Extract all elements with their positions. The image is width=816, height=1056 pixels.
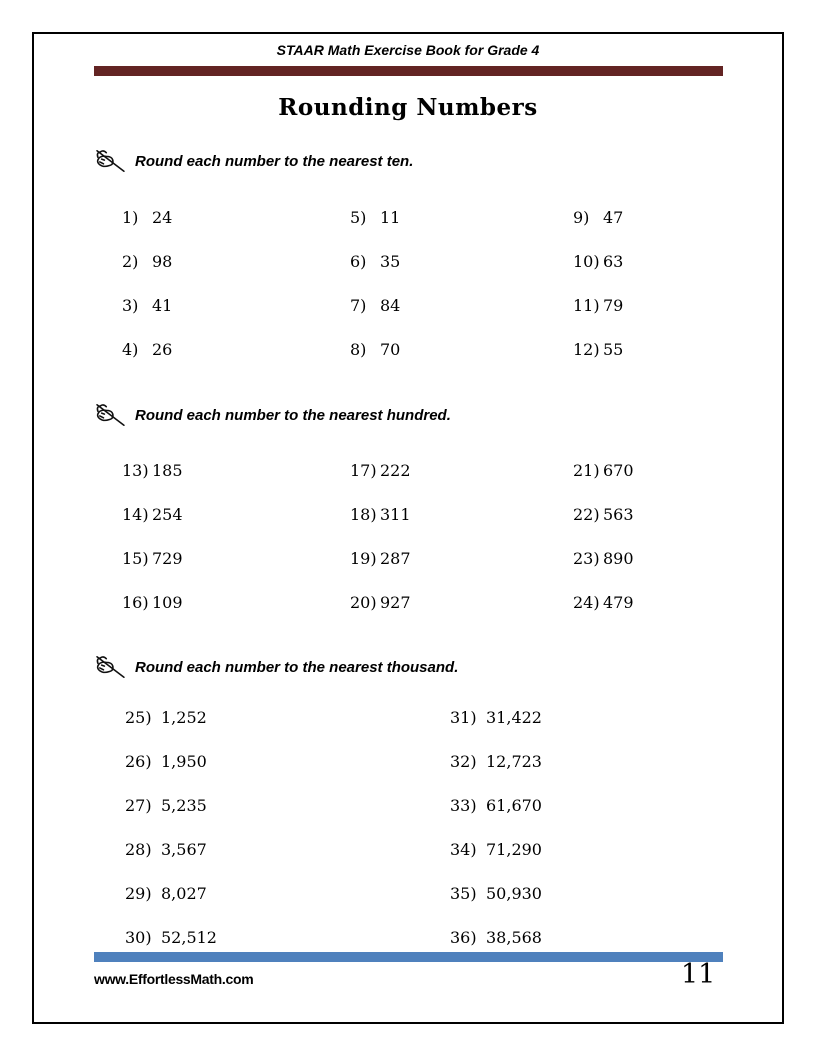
problem-item [125,739,450,783]
problem-item [573,448,816,492]
problem-number: 19) [350,548,377,568]
section-instruction: Round each number to the nearest hundred. [135,406,451,424]
problem-value: 47 [603,207,624,227]
problem-number: 33) [450,795,477,815]
instruction-row [94,147,816,175]
footer-website: www.EffortlessMath.com [94,971,254,987]
problem-item [573,492,816,536]
problem-number: 30) [125,927,152,947]
problem-value: 1,950 [161,751,207,771]
problem-item [350,536,573,580]
problem-item [122,536,350,580]
problem-number: 13) [122,460,149,480]
problem-item [350,195,573,239]
running-head: STAAR Math Exercise Book for Grade 4 [276,42,540,58]
problem-value: 98 [152,251,173,271]
problem-value: 63 [603,251,624,271]
problem-value: 38,568 [486,927,542,947]
writing-hand-icon [94,148,126,174]
problem-item [573,283,816,327]
problem-item [122,448,350,492]
problem-number: 17) [350,460,377,480]
problem-value: 8,027 [161,883,207,903]
problem-value: 31,422 [486,707,542,727]
problem-value: 24 [152,207,173,227]
problem-value: 670 [603,460,634,480]
problem-number: 27) [125,795,152,815]
problems-grid [122,448,816,624]
problem-number: 18) [350,504,377,524]
problem-number: 11) [573,295,600,315]
instruction-row [94,653,816,681]
problem-value: 222 [380,460,411,480]
problem-value: 61,670 [486,795,542,815]
writing-hand-icon [94,402,126,428]
problem-value: 70 [380,339,401,359]
problem-value: 563 [603,504,634,524]
problem-value: 927 [380,592,411,612]
problem-value: 50,930 [486,883,542,903]
problem-number: 8) [350,339,367,359]
problem-item [122,195,350,239]
problem-number: 24) [573,592,600,612]
problem-number: 2) [122,251,139,271]
page-number: 11 [681,959,716,990]
writing-hand-icon [94,654,126,680]
problem-item [122,327,350,371]
footer-rule [94,952,723,962]
problem-number: 26) [125,751,152,771]
section-nearest-ten [0,147,816,371]
problem-item [573,536,816,580]
problem-value: 185 [152,460,183,480]
problem-item [350,448,573,492]
problem-value: 311 [380,504,411,524]
problem-item [350,580,573,624]
problem-number: 10) [573,251,600,271]
problem-value: 35 [380,251,401,271]
problem-number: 28) [125,839,152,859]
problem-item [573,195,816,239]
header-rule [94,66,723,76]
problem-number: 5) [350,207,367,227]
problem-item [125,827,450,871]
problem-value: 12,723 [486,751,542,771]
section-nearest-hundred [0,401,816,624]
problem-value: 41 [152,295,173,315]
problem-value: 3,567 [161,839,207,859]
problem-value: 890 [603,548,634,568]
problem-item [125,783,450,827]
problem-number: 1) [122,207,139,227]
problem-number: 15) [122,548,149,568]
problem-number: 32) [450,751,477,771]
problem-value: 26 [152,339,173,359]
problem-number: 6) [350,251,367,271]
problem-value: 254 [152,504,183,524]
problem-value: 109 [152,592,183,612]
instruction-row [94,401,816,429]
problem-value: 11 [380,207,401,227]
problem-value: 729 [152,548,183,568]
section-instruction: Round each number to the nearest ten. [135,152,414,170]
problem-number: 31) [450,707,477,727]
problem-number: 34) [450,839,477,859]
problem-item [450,871,816,915]
problem-value: 287 [380,548,411,568]
problem-item [573,239,816,283]
problem-value: 84 [380,295,401,315]
problem-item [350,327,573,371]
problem-number: 4) [122,339,139,359]
problem-number: 25) [125,707,152,727]
problem-value: 479 [603,592,634,612]
problem-number: 29) [125,883,152,903]
problem-value: 5,235 [161,795,207,815]
section-nearest-thousand [0,653,816,959]
problem-item [573,580,816,624]
problem-value: 79 [603,295,624,315]
problem-item [350,283,573,327]
problems-grid [125,695,816,959]
problem-number: 36) [450,927,477,947]
problem-item [122,492,350,536]
problem-item [350,492,573,536]
problem-item [122,283,350,327]
problem-value: 55 [603,339,624,359]
problem-value: 71,290 [486,839,542,859]
problem-item [573,327,816,371]
problem-number: 22) [573,504,600,524]
problem-value: 1,252 [161,707,207,727]
problem-item [122,580,350,624]
problem-item [450,827,816,871]
page-title: Rounding Numbers [278,94,538,121]
problem-number: 9) [573,207,590,227]
problem-item [350,239,573,283]
problem-number: 7) [350,295,367,315]
problem-number: 3) [122,295,139,315]
problem-value: 52,512 [161,927,217,947]
problem-number: 14) [122,504,149,524]
problem-number: 35) [450,883,477,903]
problem-item [450,739,816,783]
problems-grid [122,195,816,371]
section-instruction: Round each number to the nearest thousand. [135,658,459,676]
problem-item [125,871,450,915]
problem-number: 16) [122,592,149,612]
problem-number: 12) [573,339,600,359]
problem-item [125,695,450,739]
problem-item [450,783,816,827]
problem-number: 20) [350,592,377,612]
problem-number: 23) [573,548,600,568]
problem-item [450,695,816,739]
problem-number: 21) [573,460,600,480]
problem-item [122,239,350,283]
